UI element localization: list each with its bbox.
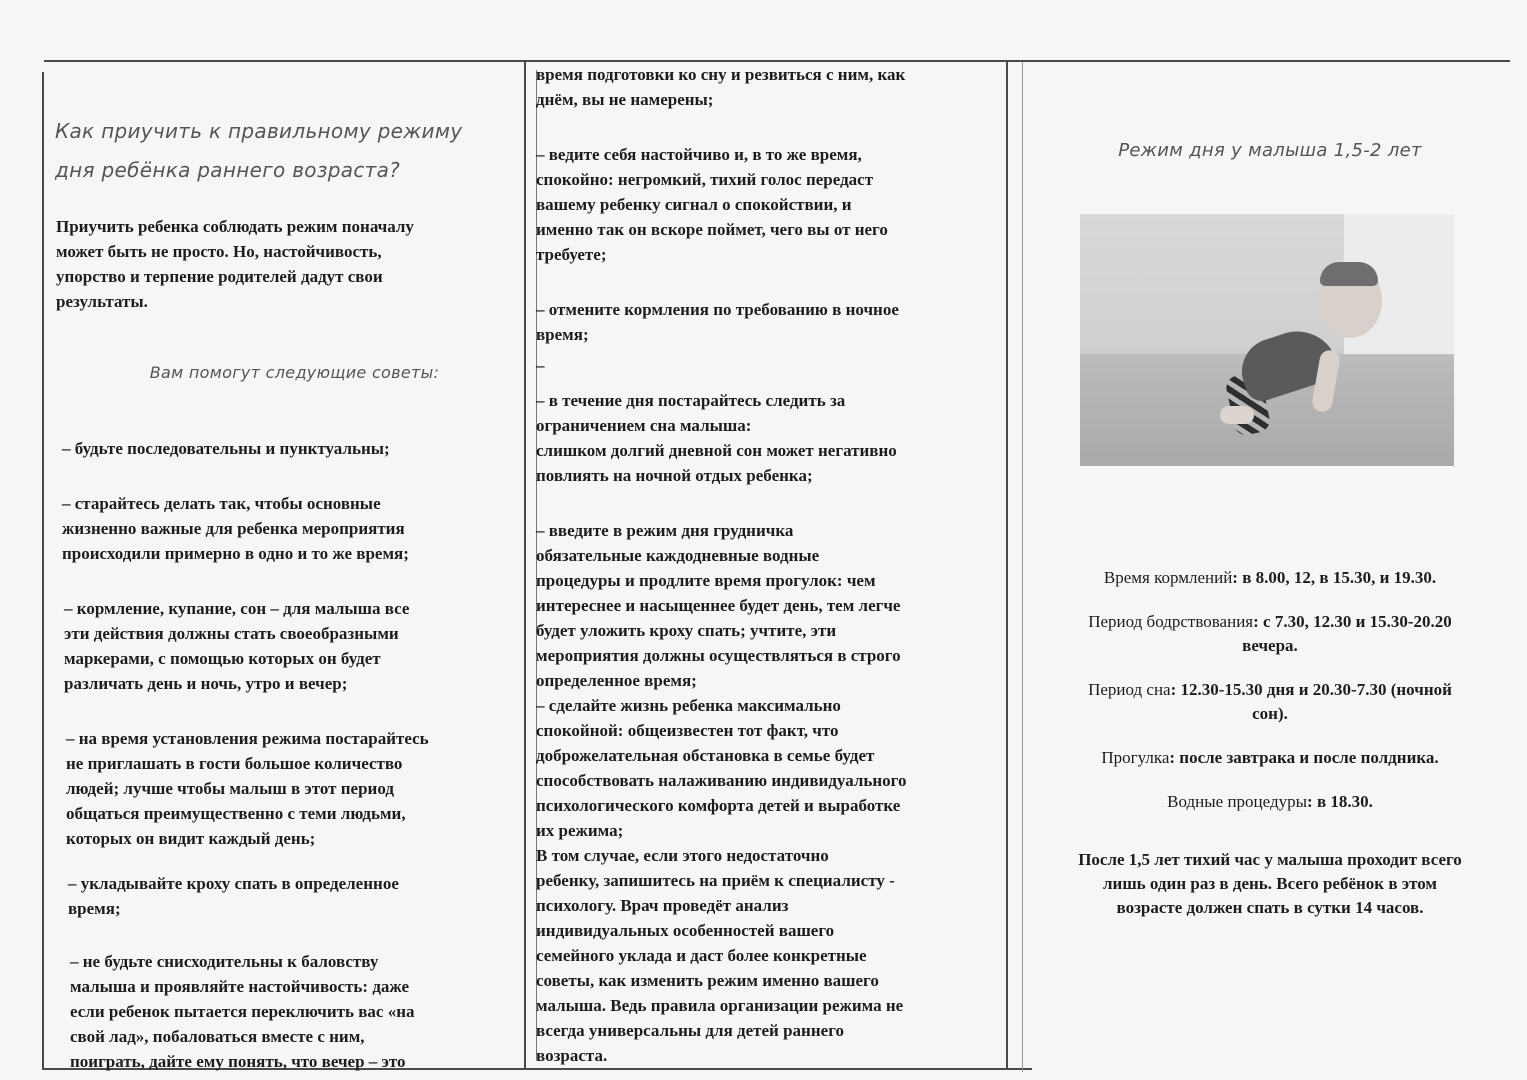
text-line: малыша. Ведь правила организации режима не <box>536 996 904 1015</box>
feeding-times <box>1030 566 1510 590</box>
tip-line: различать день и ночь, утро и вечер; <box>64 674 348 693</box>
note-line: лишь один раз в день. Всего ребёнок в этом <box>1103 874 1437 893</box>
tip-line: – кормление, купание, сон – для малыша все <box>64 599 410 618</box>
water-times <box>1030 790 1510 814</box>
text-line: их режима; <box>536 821 624 840</box>
note-line: После 1,5 лет тихий час у малыша проходит всего <box>1078 850 1462 869</box>
column-right <box>1030 130 1510 164</box>
text-line: спокойно: негромкий, тихий голос передаст <box>536 170 874 189</box>
text-line: – ведите себя настойчиво и, в то же время, <box>536 145 862 164</box>
text-line: слишком долгий дневной сон может негативно <box>536 441 897 460</box>
tip-line: – на время установления режима постарайтесь <box>66 729 429 748</box>
tip-line: время; <box>68 899 121 918</box>
block-3 <box>536 297 1006 347</box>
text-line: – <box>536 356 545 375</box>
text-line: время подготовки ко сну и резвиться с ним, как <box>536 65 906 84</box>
intro-line: может быть не просто. Но, настойчивость, <box>56 242 382 261</box>
feeding-value: : в 8.00, 12, в 15.30, и 19.30. <box>1232 568 1437 587</box>
text-line: индивидуальных особенностей вашего <box>536 921 835 940</box>
tip-line: людей; лучше чтобы малыш в этот период <box>66 779 394 798</box>
text-line: обязательные каждодневные водные <box>536 546 820 565</box>
column-left <box>52 90 507 1074</box>
schedule-heading: Режим дня у малыша 1,5-2 лет <box>1118 140 1422 161</box>
text-line: будет уложить кроху спать; учтите, эти <box>536 621 837 640</box>
tips-heading: Вам помогут следующие советы: <box>149 363 440 382</box>
text-line: всегда универсальны для детей раннего <box>536 1021 844 1040</box>
tip-6 <box>52 949 507 1074</box>
sleep-value: : 12.30-15.30 дня и 20.30-7.30 (ночной <box>1170 680 1452 699</box>
tip-line: – укладывайте кроху спать в определенное <box>68 874 399 893</box>
intro-paragraph <box>52 214 507 314</box>
walk-times <box>1030 746 1510 770</box>
text-line: доброжелательная обстановка в семье будет <box>536 746 875 765</box>
text-line: процедуры и продлите время прогулок: чем <box>536 571 876 590</box>
text-line: спокойной: общеизвестен тот факт, что <box>536 721 839 740</box>
text-line: мероприятия должны осуществляться в строго <box>536 646 901 665</box>
tip-line: не приглашать в гости большое количество <box>66 754 403 773</box>
text-line: днём, вы не намерены; <box>536 90 714 109</box>
text-line: В том случае, если этого недостаточно <box>536 846 829 865</box>
sleep-label: Период сна <box>1088 680 1171 699</box>
water-label: Водные процедуры <box>1167 792 1308 811</box>
walk-label: Прогулка <box>1101 748 1170 767</box>
column-divider-2 <box>1006 62 1008 1068</box>
text-line: ребенку, запишитесь на приём к специалисту - <box>536 871 895 890</box>
text-line: способствовать налаживанию индивидуального <box>536 771 907 790</box>
tip-4 <box>52 726 507 851</box>
block-4 <box>536 353 1006 378</box>
baby-crawling-photo <box>1080 214 1454 466</box>
text-line: возраста. <box>536 1046 608 1065</box>
text-line: психологического комфорта детей и выработке <box>536 796 901 815</box>
text-line: семейного уклада и даст более конкретные <box>536 946 867 965</box>
awake-value: : с 7.30, 12.30 и 15.30-20.20 <box>1253 612 1452 631</box>
tip-line: – будьте последовательны и пунктуальны; <box>62 439 390 458</box>
block-2 <box>536 142 1006 267</box>
tip-3 <box>52 596 507 696</box>
text-line: интереснее и насыщеннее будет день, тем легче <box>536 596 901 615</box>
tip-line: – не будьте снисходительны к баловству <box>70 952 379 971</box>
main-heading <box>55 112 507 190</box>
tip-line: эти действия должны стать своеобразными <box>64 624 399 643</box>
text-line: советы, как изменить режим именно вашего <box>536 971 879 990</box>
block-5 <box>536 388 1006 488</box>
inner-border-col3-left <box>1022 62 1023 1072</box>
column-middle <box>536 62 1006 1068</box>
tip-2 <box>52 491 507 566</box>
nap-note <box>1030 848 1510 920</box>
tip-5 <box>52 871 507 921</box>
text-line: именно так он вскоре поймет, чего вы от него <box>536 220 888 239</box>
text-line: ограничением сна малыша: <box>536 416 752 435</box>
sleep-times <box>1030 678 1510 726</box>
frame-left-line <box>42 72 44 1070</box>
tip-line: которых он видит каждый день; <box>66 829 316 848</box>
awake-value-cont: вечера. <box>1242 636 1298 655</box>
feeding-label: Время кормлений <box>1103 568 1233 587</box>
main-heading-line1: Как приучить к правильному режиму <box>55 119 463 143</box>
tip-line: общаться преимущественно с теми людьми, <box>66 804 406 823</box>
text-line: – в течение дня постарайтесь следить за <box>536 391 846 410</box>
awake-label: Период бодрствования <box>1088 612 1254 631</box>
tip-line: жизненно важные для ребенка мероприятия <box>62 519 405 538</box>
water-value: : в 18.30. <box>1307 792 1373 811</box>
block-6 <box>536 518 1006 1068</box>
photo-baby-hair <box>1320 262 1378 286</box>
tip-line: поиграть, дайте ему понять, что вечер – это <box>70 1052 406 1071</box>
text-line: время; <box>536 325 589 344</box>
intro-line: результаты. <box>56 292 148 311</box>
photo-baby-hand <box>1220 406 1254 424</box>
intro-line: упорство и терпение родителей дадут свои <box>56 267 383 286</box>
sleep-value-cont: сон). <box>1252 704 1288 723</box>
block-1 <box>536 62 1006 112</box>
text-line: – сделайте жизнь ребенка максимально <box>536 696 841 715</box>
text-line: – отмените кормления по требованию в ночное <box>536 300 899 319</box>
tip-line: малыша и проявляйте настойчивость: даже <box>70 977 410 996</box>
main-heading-line2: дня ребёнка раннего возраста? <box>55 158 401 182</box>
text-line: психологу. Врач проведёт анализ <box>536 896 789 915</box>
tip-line: происходили примерно в одно и то же время; <box>62 544 409 563</box>
tip-line: свой лад», побаловаться вместе с ним, <box>70 1027 365 1046</box>
schedule-list <box>1030 566 1510 920</box>
intro-line: Приучить ребенка соблюдать режим поначалу <box>56 217 414 236</box>
tip-1 <box>52 436 507 461</box>
text-line: повлиять на ночной отдых ребенка; <box>536 466 813 485</box>
text-line: – введите в режим дня грудничка <box>536 521 794 540</box>
walk-value: : после завтрака и после полдника. <box>1169 748 1439 767</box>
text-line: определенное время; <box>536 671 697 690</box>
awake-times <box>1030 610 1510 658</box>
tip-line: если ребенок пытается переключить вас «на <box>70 1002 415 1021</box>
column-divider-1 <box>524 62 526 1068</box>
tip-line: – старайтесь делать так, чтобы основные <box>62 494 381 513</box>
tip-line: маркерами, с помощью которых он будет <box>64 649 381 668</box>
text-line: требуете; <box>536 245 607 264</box>
note-line: возрасте должен спать в сутки 14 часов. <box>1116 898 1424 917</box>
text-line: вашему ребенку сигнал о спокойствии, и <box>536 195 852 214</box>
